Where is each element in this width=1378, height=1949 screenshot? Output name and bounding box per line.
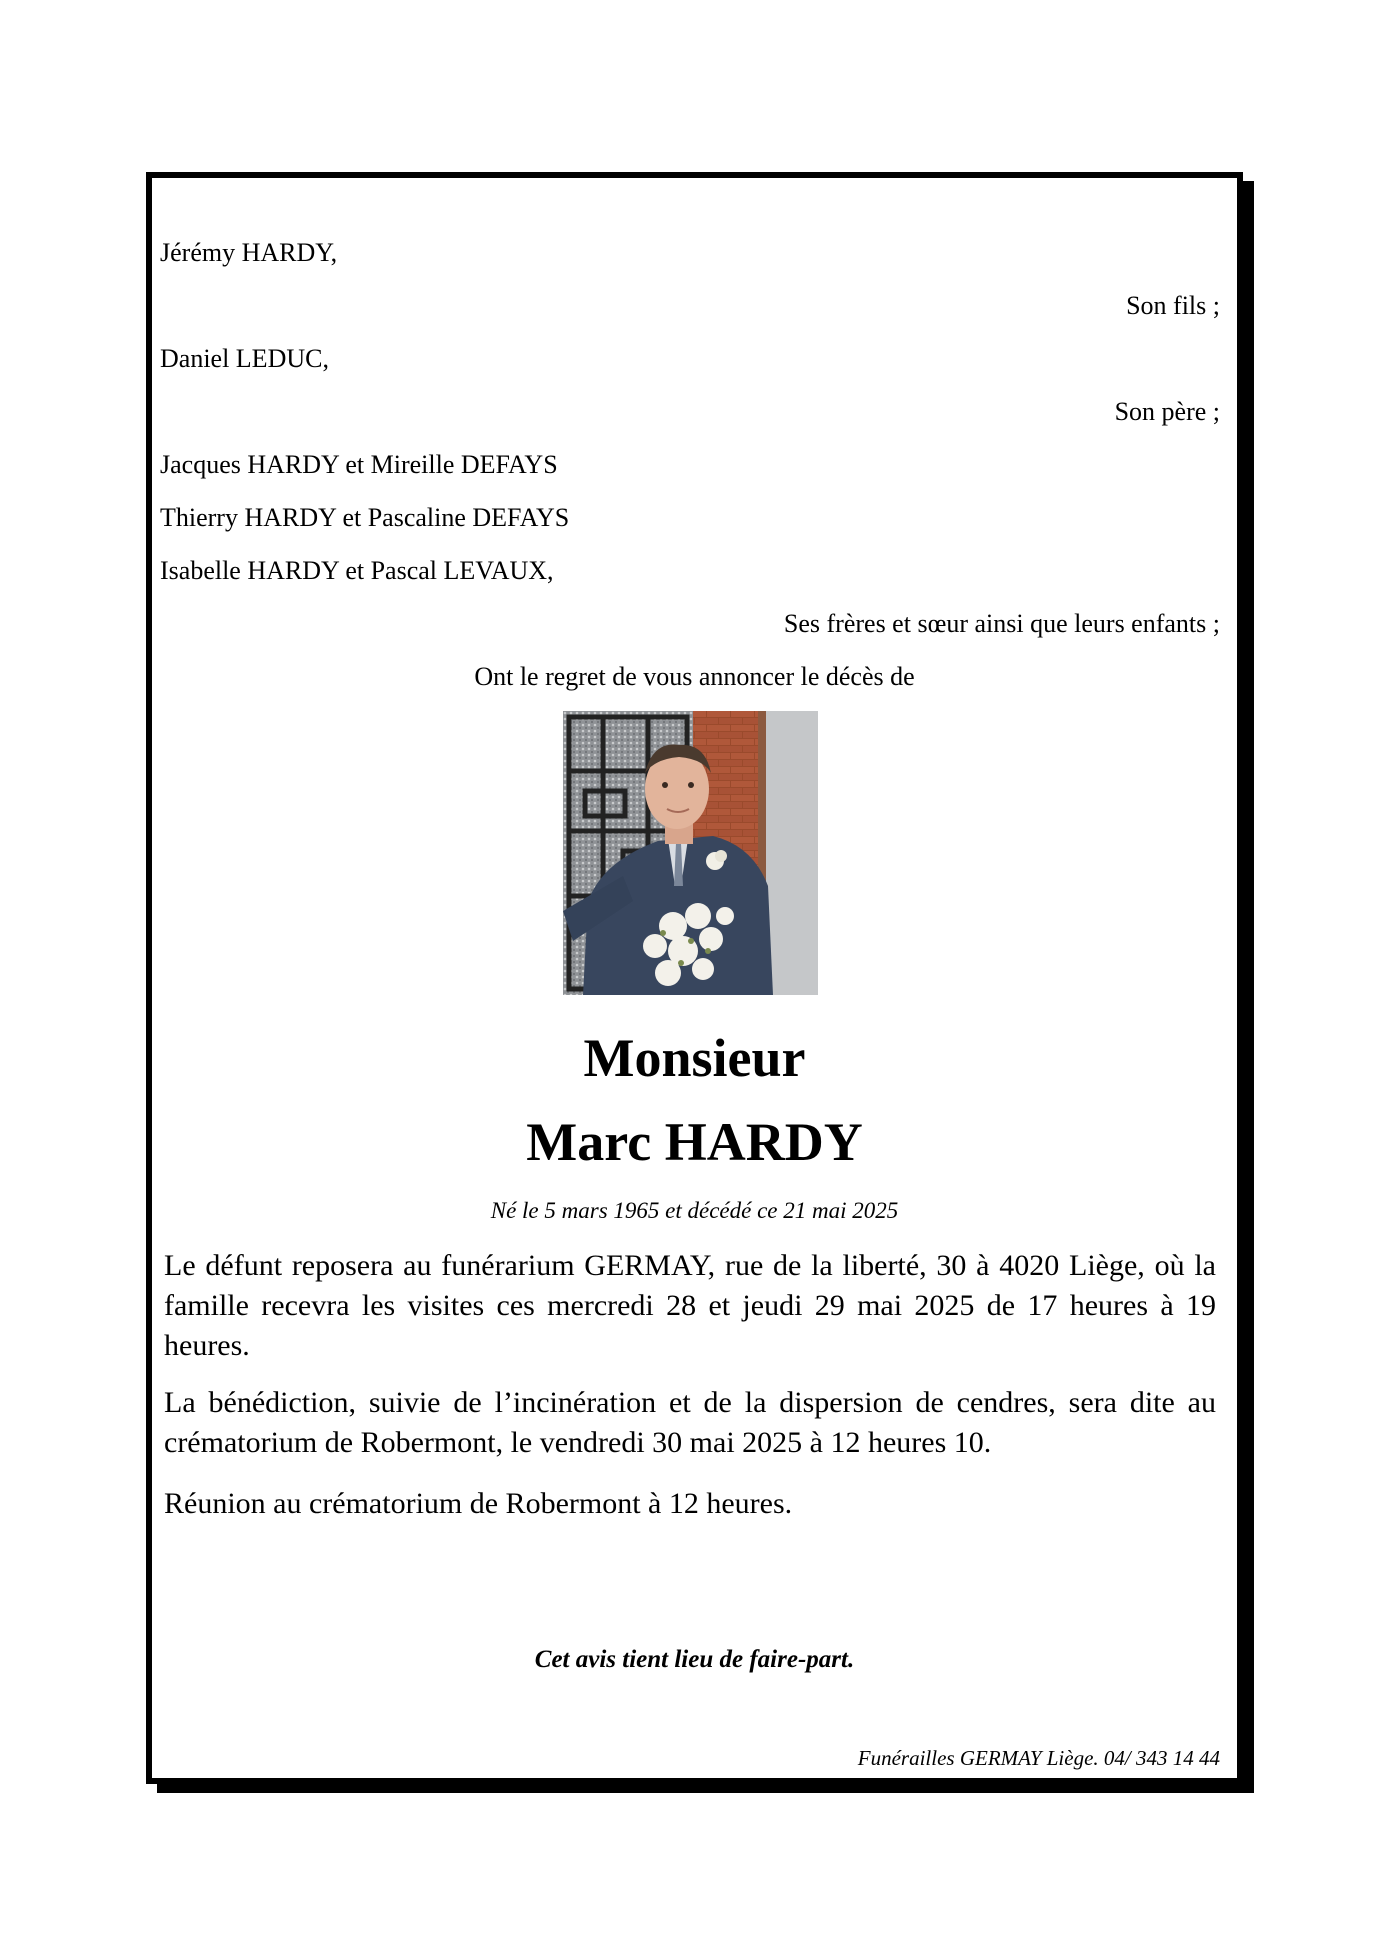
sibling-1: Jacques HARDY et Mireille DEFAYS <box>160 450 558 479</box>
portrait-photo <box>563 711 818 995</box>
civility: Monsieur <box>583 1028 806 1088</box>
sibling-3: Isabelle HARDY et Pascal LEVAUX, <box>160 556 554 585</box>
deceased-name: Marc HARDY <box>526 1112 863 1172</box>
father-role: Son père ; <box>1114 397 1220 426</box>
ceremony-details: La bénédiction, suivie de l’incinération et de la dispersion de cendres, sera dite au crématorium de Robermont, le vendredi 30 mai 2025 à 12 heures 10. <box>164 1386 1216 1459</box>
notice-statement: Cet avis tient lieu de faire-part. <box>534 1646 855 1673</box>
announcement: Ont le regret de vous annoncer le décès de <box>474 662 915 691</box>
sibling-2: Thierry HARDY et Pascaline DEFAYS <box>160 503 570 532</box>
birth-death-dates: Né le 5 mars 1965 et décédé ce 21 mai 2025 <box>490 1198 899 1223</box>
wake-details: Le défunt reposera au funérarium GERMAY, rue de la liberté, 30 à 4020 Liège, où la famille recevra les visites ces mercredi 28 et jeudi 29 mai 2025 de 17 heures à 19 heures. <box>164 1249 1216 1362</box>
funeral-home-footer: Funérailles GERMAY Liège. 04/ 343 14 44 <box>857 1746 1220 1770</box>
meeting-details: Réunion au crématorium de Robermont à 12 heures. <box>164 1487 793 1520</box>
siblings-role: Ses frères et sœur ainsi que leurs enfants ; <box>783 609 1220 638</box>
son-role: Son fils ; <box>1126 291 1220 320</box>
son-name: Jérémy HARDY, <box>160 238 338 267</box>
father-name: Daniel LEDUC, <box>160 344 329 373</box>
